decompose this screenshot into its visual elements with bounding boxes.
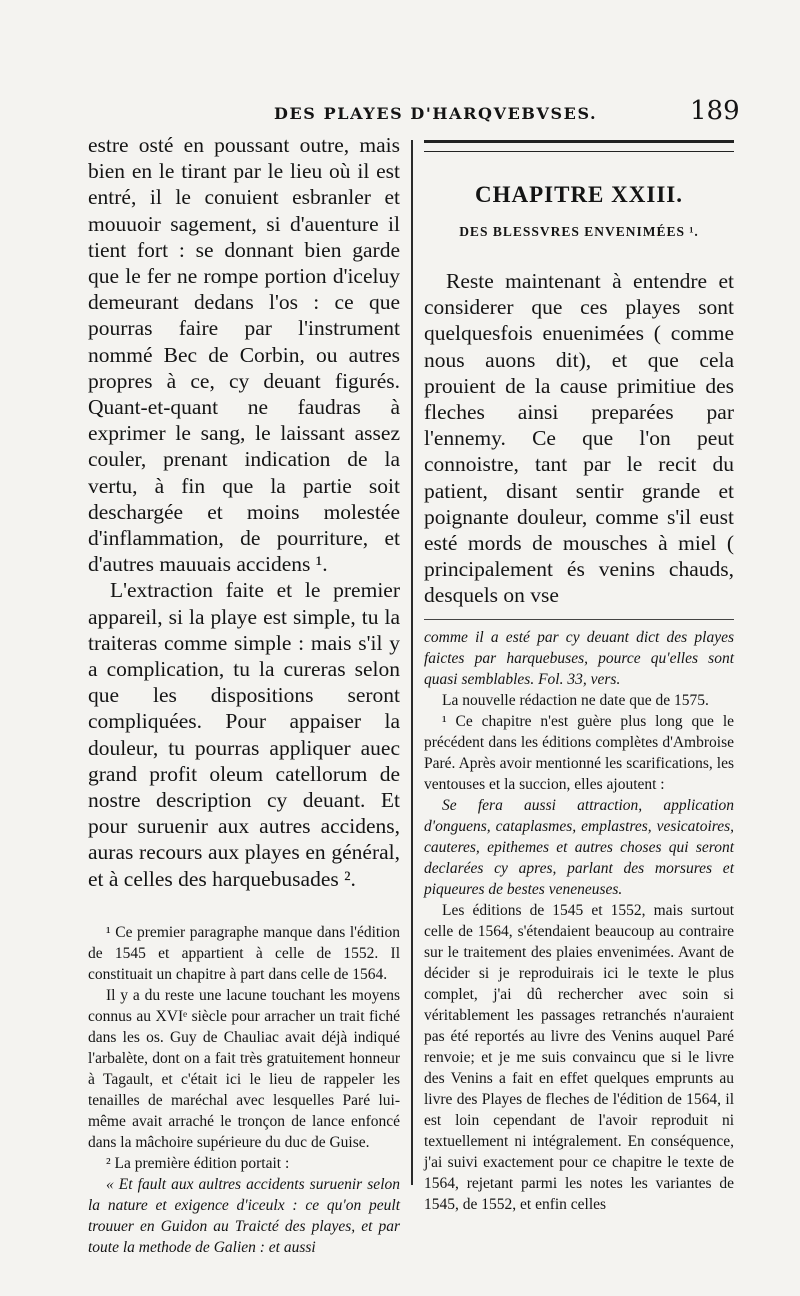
footnote-quote xyxy=(424,627,734,690)
running-head-title: DES PLAYES D'HARQVEBVSES. xyxy=(274,104,598,123)
footnote-quote xyxy=(424,795,734,900)
footnote: ¹ Ce chapitre n'est guère plus long que le précédent dans les éditions complètes d'Ambroise Paré. Après avoir mentionné les scarifications, les ventouses et la succion, elles ajoutent : xyxy=(424,712,734,793)
footnote: Les éditions de 1545 et 1552, mais surtout celle de 1564, s'étendaient beaucoup au contraire sur le traitement des plaies envenimées. Avant de décider si je reproduirais ici le texte le plus complet, j'ai dû rechercher avec soin si véritablement les passages retranchés n'auraient pas été reportés au livre des Venins auquel Paré renvoie; et je me suis convaincu que si le livre des Venins a fait en effet quelques emprunts au livre des Playes de fleches de l'édition de 1564, il est loin cependant de l'avoir reproduit ni textuellement ni intégralement. En conséquence, j'ai suivi exactement pour ce chapitre le texte de 1564, rejetant parmi les notes les variantes de 1545, de 1552, et enfin celles xyxy=(424,901,734,1213)
footnote: Il y a du reste une lacune touchant les moyens connus au XVIᵉ siècle pour arracher un trait fiché dans les os. Guy de Chauliac avait déjà indiqué l'arbalète, dont on a fait très gratuitement honneur à Tagault, et c'était ici le lieu de rappeler les tenailles de maréchal avec lesquelles Paré lui-même avait arraché le tronçon de lance enfoncé dans la mâchoire supérieure du duc de Guise. xyxy=(88,986,400,1151)
running-head xyxy=(0,96,800,130)
left-column xyxy=(88,132,400,1258)
footnote: ¹ Ce premier paragraphe manque dans l'édition de 1545 et appartient à celle de 1552. Il constituait un chapitre à part dans celle de 1564. xyxy=(88,923,400,983)
body-paragraph: L'extraction faite et le premier appareil, si la playe est simple, tu la traiteras comme simple : mais s'il y a complication, tu la cureras selon que les dispositions seront compliquées. Pour appaiser la douleur, tu pourras appliquer auec grand profit oleum catellorum de nostre description cy deuant. Et pour suruenir aux autres accidens, auras recours aux playes en général, et à celles des harquebusades ². xyxy=(88,578,400,891)
footnote: La nouvelle rédaction ne date que de 1575. xyxy=(442,691,709,709)
footnote-quote-text: « Et fault aux aultres accidents suruenir selon la nature et exigence d'iceulx : ce qu'on peult trouuer en Guidon au Traicté des playes, et par toute la methode de Galien : et aussi xyxy=(88,1175,400,1256)
footnote-quote-text: comme il a esté par cy deuant dict des playes faictes par harquebuses, pource qu'elles sont quasi semblables. Fol. 33, vers. xyxy=(424,628,734,688)
right-column xyxy=(424,140,734,1215)
column-divider xyxy=(411,140,413,1185)
notes-separator xyxy=(424,609,734,627)
chapter-subtitle: DES BLESSVRES ENVENIMÉES ¹. xyxy=(459,224,699,239)
page-number: 189 xyxy=(690,96,740,126)
footnote-quote xyxy=(88,1174,400,1258)
body-paragraph: Reste maintenant à entendre et considerer que ces playes sont quelquesfois enuenimées ( comme nous auons dit), et que cela prouient de la cause primitiue des fleches ainsi preparées par l'ennemy. Ce que l'on peut connoistre, tant par le recit du patient, disant sentir grande et poignante douleur, comme s'il eust esté mords de mousches à miel ( principalement és venins chauds, desquels on vse xyxy=(424,269,734,608)
footnote: ² La première édition portait : xyxy=(106,1154,290,1172)
chapter-title: CHAPITRE XXIII. xyxy=(475,182,683,207)
notes-separator xyxy=(88,892,400,922)
chapter-rule xyxy=(424,140,734,152)
footnote-quote-text: Se fera aussi attraction, application d'onguens, cataplasmes, emplastres, vesicatoires, cauteres, epithemes et autres choses qui seront declarées cy apres, parlant des morsures et piqueures de bestes veneneuses. xyxy=(424,796,734,898)
body-paragraph: estre osté en poussant outre, mais bien en le tirant par le lieu où il est entré, il le conuient esbranler et mouuoir sagement, si d'auenture il tient fort : se donnant bien garde que le fer ne rompe portion d'iceluy demeurant dedans l'os : ce que pourras faire par l'instrument nommé Bec de Corbin, ou autres propres à ce, cy deuant figurés. Quant-et-quant ne faudras à exprimer le sang, le laissant assez couler, prenant indication de la vertu, à fin que la partie soit deschargée et moins molestée d'inflammation, de pourriture, et d'autres mauuais accidens ¹. xyxy=(88,133,400,577)
